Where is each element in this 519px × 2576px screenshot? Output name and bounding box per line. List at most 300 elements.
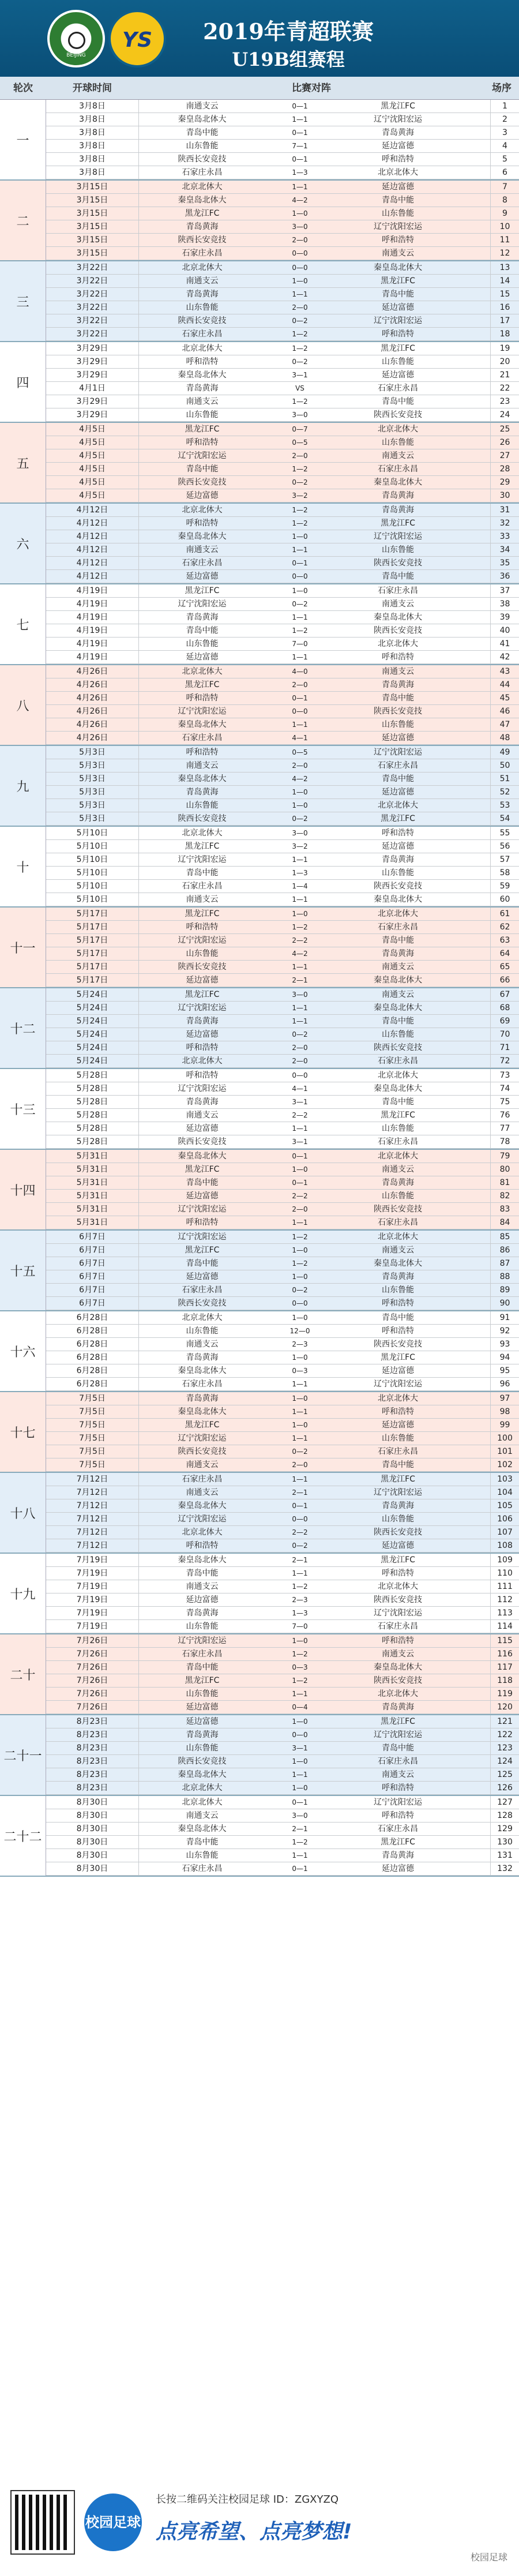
away-team: 北京北体大 xyxy=(378,801,418,810)
match-row xyxy=(46,759,519,773)
round-label: 十一 xyxy=(0,908,46,987)
home-team: 辽宁沈阳宏运 xyxy=(138,1432,265,1445)
match-score: 2—3 xyxy=(292,1596,308,1604)
page-title: 2019年青超联赛 xyxy=(203,18,374,44)
match-score: 1—0 xyxy=(292,910,308,918)
home-team: 辽宁沈阳宏运 xyxy=(138,1203,265,1216)
match-row xyxy=(46,181,519,194)
home-team: 石家庄永昌 xyxy=(138,1284,265,1297)
match-row xyxy=(46,369,519,382)
match-number: 65 xyxy=(490,961,519,974)
match-number: 129 xyxy=(490,1823,519,1836)
match-score: 4—2 xyxy=(292,950,308,958)
round-label: 二十 xyxy=(0,1634,46,1714)
match-row xyxy=(46,1284,519,1297)
away-team: 黑龙江FC xyxy=(381,519,415,528)
home-team: 山东鲁能 xyxy=(138,1688,265,1701)
round-label: 十七 xyxy=(0,1392,46,1472)
match-date: 5月10日 xyxy=(76,868,108,878)
match-number: 116 xyxy=(490,1648,519,1661)
match-number: 113 xyxy=(490,1607,519,1620)
match-date: 4月19日 xyxy=(76,613,108,622)
match-row xyxy=(46,638,519,651)
match-score: 2—2 xyxy=(292,1111,308,1119)
match-date: 8月23日 xyxy=(76,1717,108,1726)
away-team: 青岛中能 xyxy=(382,1097,414,1107)
away-team: 石家庄永昌 xyxy=(378,384,418,393)
match-score: 2—3 xyxy=(292,1340,308,1348)
match-number: 7 xyxy=(490,181,519,194)
match-row xyxy=(46,530,519,543)
home-team: 陕西长安竞技 xyxy=(138,314,265,328)
match-date: 5月17日 xyxy=(76,923,108,932)
col-kickoff: 开球时间 xyxy=(73,83,112,94)
match-number: 69 xyxy=(490,1015,519,1028)
match-date: 4月26日 xyxy=(76,733,108,743)
away-team: 陕西长安竞技 xyxy=(374,882,422,891)
match-number: 41 xyxy=(490,638,519,651)
round-label: 七 xyxy=(0,584,46,664)
round-block xyxy=(0,908,519,988)
home-team: 南通支云 xyxy=(138,893,265,906)
match-score: 1—0 xyxy=(292,1421,308,1429)
away-team: 陕西长安竞技 xyxy=(374,1528,422,1537)
match-row xyxy=(46,1270,519,1284)
home-team: 秦皇岛北体大 xyxy=(138,1554,265,1567)
away-team: 山东鲁能 xyxy=(382,1285,414,1295)
match-score: 0—0 xyxy=(292,264,308,272)
match-number: 80 xyxy=(490,1163,519,1176)
match-date: 7月12日 xyxy=(76,1514,108,1524)
match-row xyxy=(46,1809,519,1823)
match-row xyxy=(46,1742,519,1755)
match-date: 3月22日 xyxy=(76,316,108,325)
match-row xyxy=(46,1297,519,1310)
away-team: 北京北体大 xyxy=(378,1689,418,1698)
match-score: 1—0 xyxy=(292,1165,308,1173)
match-date: 4月5日 xyxy=(79,478,106,487)
home-team: 呼和浩特 xyxy=(138,517,265,530)
match-date: 5月3日 xyxy=(79,801,106,810)
home-team: 南通支云 xyxy=(138,1580,265,1593)
match-row xyxy=(46,1163,519,1176)
match-row xyxy=(46,1028,519,1041)
away-team: 呼和浩特 xyxy=(382,828,414,838)
match-row xyxy=(46,1150,519,1163)
match-score: VS xyxy=(295,384,304,392)
away-team: 石家庄永昌 xyxy=(378,1137,418,1146)
match-score: 1—0 xyxy=(292,587,308,595)
match-score: 2—0 xyxy=(292,762,308,770)
away-team: 呼和浩特 xyxy=(382,1783,414,1793)
home-team: 呼和浩特 xyxy=(138,1041,265,1055)
match-row xyxy=(46,1122,519,1135)
match-date: 5月24日 xyxy=(76,990,108,999)
home-team: 青岛黄海 xyxy=(138,382,265,395)
match-score: 1—0 xyxy=(292,1718,308,1726)
away-team: 山东鲁能 xyxy=(382,209,414,218)
home-team: 呼和浩特 xyxy=(138,1069,265,1082)
match-score: 3—1 xyxy=(292,1744,308,1752)
round-block xyxy=(0,1392,519,1473)
match-row xyxy=(46,947,519,961)
match-row xyxy=(46,166,519,179)
away-team: 青岛中能 xyxy=(382,397,414,406)
match-score: 1—0 xyxy=(292,801,308,809)
home-team: 青岛中能 xyxy=(138,463,265,476)
match-date: 3月22日 xyxy=(76,303,108,312)
home-team: 辽宁沈阳宏运 xyxy=(138,853,265,867)
round-label: 二十一 xyxy=(0,1715,46,1795)
away-team: 黑龙江FC xyxy=(381,1555,415,1565)
match-number: 93 xyxy=(490,1338,519,1351)
round-label: 三 xyxy=(0,261,46,341)
match-row xyxy=(46,584,519,598)
match-row xyxy=(46,799,519,812)
away-team: 青岛黄海 xyxy=(382,491,414,500)
home-team: 青岛黄海 xyxy=(138,786,265,799)
round-label: 一 xyxy=(0,100,46,179)
away-team: 辽宁沈阳宏运 xyxy=(374,1488,422,1497)
match-score: 0—1 xyxy=(292,1865,308,1873)
match-date: 5月31日 xyxy=(76,1218,108,1227)
home-team: 呼和浩特 xyxy=(138,692,265,705)
match-number: 49 xyxy=(490,746,519,759)
home-team: 石家庄永昌 xyxy=(138,328,265,341)
away-team: 黑龙江FC xyxy=(381,1353,415,1362)
home-team: 山东鲁能 xyxy=(138,799,265,812)
match-score: 1—1 xyxy=(292,1569,308,1577)
match-score: 1—2 xyxy=(292,330,308,338)
match-score: 1—2 xyxy=(292,1583,308,1591)
away-team: 青岛中能 xyxy=(382,1460,414,1469)
away-team: 青岛黄海 xyxy=(382,680,414,689)
match-date: 4月5日 xyxy=(79,438,106,447)
match-row xyxy=(46,1203,519,1216)
match-row xyxy=(46,1364,519,1378)
match-number: 100 xyxy=(490,1432,519,1445)
match-row xyxy=(46,1593,519,1607)
match-number: 120 xyxy=(490,1701,519,1714)
away-team: 秦皇岛北体大 xyxy=(374,976,422,985)
match-date: 7月5日 xyxy=(79,1394,106,1403)
match-number: 36 xyxy=(490,570,519,583)
home-team: 青岛黄海 xyxy=(138,1607,265,1620)
match-row xyxy=(46,840,519,853)
header-banner xyxy=(0,0,519,77)
match-number: 66 xyxy=(490,974,519,987)
home-team: 青岛中能 xyxy=(138,624,265,638)
home-team: 呼和浩特 xyxy=(138,921,265,934)
match-number: 75 xyxy=(490,1096,519,1109)
match-row xyxy=(46,1069,519,1082)
match-date: 3月8日 xyxy=(79,115,106,124)
match-number: 5 xyxy=(490,153,519,166)
match-number: 14 xyxy=(490,275,519,288)
away-team: 青岛黄海 xyxy=(382,949,414,958)
home-team: 呼和浩特 xyxy=(138,746,265,759)
home-team: 青岛黄海 xyxy=(138,288,265,301)
home-team: 延边富德 xyxy=(138,1593,265,1607)
match-score: 2—1 xyxy=(292,1556,308,1564)
match-row xyxy=(46,827,519,840)
match-number: 9 xyxy=(490,207,519,220)
match-score: 4—1 xyxy=(292,1085,308,1093)
home-team: 北京北体大 xyxy=(138,1055,265,1068)
match-number: 13 xyxy=(490,261,519,275)
match-number: 124 xyxy=(490,1755,519,1768)
match-row xyxy=(46,1041,519,1055)
match-date: 3月29日 xyxy=(76,410,108,419)
match-row xyxy=(46,1405,519,1419)
home-team: 北京北体大 xyxy=(138,1796,265,1809)
home-team: 黑龙江FC xyxy=(138,584,265,598)
away-team: 北京北体大 xyxy=(378,1232,418,1242)
match-row xyxy=(46,395,519,408)
match-row xyxy=(46,1082,519,1096)
match-date: 5月3日 xyxy=(79,761,106,770)
match-number: 73 xyxy=(490,1069,519,1082)
match-date: 4月19日 xyxy=(76,599,108,609)
home-team: 延边富德 xyxy=(138,1701,265,1714)
match-row xyxy=(46,1338,519,1351)
home-team: 南通支云 xyxy=(138,1809,265,1823)
home-team: 辽宁沈阳宏运 xyxy=(138,1231,265,1244)
match-score: 1—0 xyxy=(292,277,308,285)
away-team: 石家庄永昌 xyxy=(378,761,418,770)
match-score: 3—0 xyxy=(292,223,308,231)
home-team: 秦皇岛北体大 xyxy=(138,1405,265,1419)
match-score: 0—7 xyxy=(292,425,308,433)
home-team: 北京北体大 xyxy=(138,1782,265,1795)
match-date: 7月12日 xyxy=(76,1475,108,1484)
match-date: 5月28日 xyxy=(76,1097,108,1107)
match-score: 2—0 xyxy=(292,1044,308,1052)
match-number: 128 xyxy=(490,1809,519,1823)
logo-text: BEIJING xyxy=(66,53,86,58)
away-team: 石家庄永昌 xyxy=(378,1218,418,1227)
away-team: 青岛中能 xyxy=(382,196,414,205)
match-score: 2—1 xyxy=(292,1488,308,1497)
match-row xyxy=(46,342,519,355)
match-score: 0—1 xyxy=(292,1152,308,1160)
match-score: 1—3 xyxy=(292,168,308,177)
away-team: 秦皇岛北体大 xyxy=(374,1259,422,1268)
away-team: 青岛中能 xyxy=(382,693,414,703)
match-date: 3月8日 xyxy=(79,155,106,164)
match-row xyxy=(46,207,519,220)
match-number: 42 xyxy=(490,651,519,664)
match-date: 8月30日 xyxy=(76,1838,108,1847)
match-row xyxy=(46,665,519,678)
home-team: 黑龙江FC xyxy=(138,1419,265,1432)
match-score: 4—2 xyxy=(292,775,308,783)
match-score: 0—2 xyxy=(292,317,308,325)
round-block xyxy=(0,665,519,746)
match-score: 2—0 xyxy=(292,1205,308,1213)
round-label: 十五 xyxy=(0,1231,46,1310)
match-number: 95 xyxy=(490,1364,519,1378)
match-row xyxy=(46,974,519,987)
match-row xyxy=(46,113,519,126)
match-score: 0—2 xyxy=(292,600,308,608)
home-team: 南通支云 xyxy=(138,100,265,113)
away-team: 南通支云 xyxy=(382,1770,414,1779)
match-number: 72 xyxy=(490,1055,519,1068)
away-team: 陕西长安竞技 xyxy=(374,558,422,568)
home-team: 秦皇岛北体大 xyxy=(138,773,265,786)
match-row xyxy=(46,786,519,799)
match-number: 107 xyxy=(490,1526,519,1539)
round-block xyxy=(0,1796,519,1877)
match-row xyxy=(46,436,519,449)
round-block xyxy=(0,1634,519,1715)
match-score: 1—1 xyxy=(292,1017,308,1025)
home-team: 呼和浩特 xyxy=(138,1216,265,1229)
match-score: 2—0 xyxy=(292,1057,308,1065)
away-team: 黑龙江FC xyxy=(381,814,415,823)
home-team: 青岛中能 xyxy=(138,1836,265,1849)
match-date: 7月19日 xyxy=(76,1595,108,1604)
match-number: 68 xyxy=(490,1002,519,1015)
away-team: 辽宁沈阳宏运 xyxy=(374,1730,422,1739)
home-team: 秦皇岛北体大 xyxy=(138,369,265,382)
home-team: 黑龙江FC xyxy=(138,1244,265,1257)
round-block xyxy=(0,1069,519,1150)
match-score: 2—0 xyxy=(292,1461,308,1469)
round-label: 四 xyxy=(0,342,46,422)
match-date: 7月12日 xyxy=(76,1501,108,1510)
match-number: 132 xyxy=(490,1862,519,1876)
match-number: 125 xyxy=(490,1768,519,1782)
match-number: 11 xyxy=(490,234,519,247)
match-row xyxy=(46,988,519,1002)
home-team: 青岛黄海 xyxy=(138,611,265,624)
match-number: 106 xyxy=(490,1513,519,1526)
match-number: 31 xyxy=(490,504,519,517)
match-number: 57 xyxy=(490,853,519,867)
away-team: 石家庄永昌 xyxy=(378,1757,418,1766)
match-score: 0—5 xyxy=(292,748,308,756)
match-score: 0—2 xyxy=(292,1542,308,1550)
match-row xyxy=(46,1499,519,1513)
match-score: 2—0 xyxy=(292,303,308,312)
home-team: 北京北体大 xyxy=(138,342,265,355)
match-score: 0—1 xyxy=(292,1798,308,1806)
campus-football-logo xyxy=(84,2493,142,2551)
match-score: 1—1 xyxy=(292,1851,308,1859)
away-team: 呼和浩特 xyxy=(382,235,414,245)
match-number: 98 xyxy=(490,1405,519,1419)
match-date: 5月28日 xyxy=(76,1137,108,1146)
match-row xyxy=(46,961,519,974)
match-number: 119 xyxy=(490,1688,519,1701)
match-score: 1—2 xyxy=(292,1233,308,1241)
home-team: 南通支云 xyxy=(138,1486,265,1499)
match-row xyxy=(46,1419,519,1432)
match-row xyxy=(46,598,519,611)
away-team: 呼和浩特 xyxy=(382,653,414,662)
match-number: 34 xyxy=(490,543,519,557)
match-date: 5月31日 xyxy=(76,1205,108,1214)
home-team: 北京北体大 xyxy=(138,504,265,517)
home-team: 延边富德 xyxy=(138,651,265,664)
home-team: 辽宁沈阳宏运 xyxy=(138,1082,265,1096)
away-team: 延边富德 xyxy=(382,1420,414,1430)
match-row xyxy=(46,1567,519,1580)
match-score: 1—2 xyxy=(292,344,308,353)
match-number: 62 xyxy=(490,921,519,934)
match-score: 0—0 xyxy=(292,707,308,715)
away-team: 黑龙江FC xyxy=(381,1475,415,1484)
match-date: 3月8日 xyxy=(79,141,106,151)
match-row xyxy=(46,1135,519,1149)
match-date: 5月31日 xyxy=(76,1178,108,1187)
match-date: 7月5日 xyxy=(79,1420,106,1430)
away-team: 南通支云 xyxy=(382,1165,414,1174)
match-number: 90 xyxy=(490,1297,519,1310)
match-number: 56 xyxy=(490,840,519,853)
home-team: 山东鲁能 xyxy=(138,301,265,314)
match-row xyxy=(46,1311,519,1325)
home-team: 北京北体大 xyxy=(138,1311,265,1325)
match-score: 7—0 xyxy=(292,640,308,648)
round-label: 二 xyxy=(0,181,46,260)
match-date: 7月19日 xyxy=(76,1622,108,1631)
away-team: 石家庄永昌 xyxy=(378,923,418,932)
match-score: 3—1 xyxy=(292,371,308,379)
home-team: 石家庄永昌 xyxy=(138,166,265,179)
away-team: 石家庄永昌 xyxy=(378,1824,418,1833)
match-date: 5月28日 xyxy=(76,1111,108,1120)
match-date: 7月26日 xyxy=(76,1689,108,1698)
match-number: 10 xyxy=(490,220,519,234)
match-date: 5月24日 xyxy=(76,1003,108,1013)
match-date: 4月26日 xyxy=(76,707,108,716)
match-date: 5月17日 xyxy=(76,976,108,985)
match-row xyxy=(46,880,519,893)
match-score: 1—0 xyxy=(292,1394,308,1403)
match-number: 15 xyxy=(490,288,519,301)
match-score: 3—1 xyxy=(292,1138,308,1146)
away-team: 石家庄永昌 xyxy=(378,464,418,474)
match-date: 4月26日 xyxy=(76,693,108,703)
match-score: 1—2 xyxy=(292,398,308,406)
match-row xyxy=(46,746,519,759)
away-team: 石家庄永昌 xyxy=(378,586,418,595)
match-date: 3月29日 xyxy=(76,357,108,366)
away-team: 陕西长安竞技 xyxy=(374,410,422,419)
match-score: 1—1 xyxy=(292,1408,308,1416)
match-score: 1—1 xyxy=(292,115,308,123)
away-team: 呼和浩特 xyxy=(382,1407,414,1416)
match-date: 5月24日 xyxy=(76,1043,108,1052)
match-date: 5月10日 xyxy=(76,855,108,864)
round-block xyxy=(0,181,519,261)
match-row xyxy=(46,517,519,530)
home-team: 辽宁沈阳宏运 xyxy=(138,1513,265,1526)
match-score: 0—1 xyxy=(292,129,308,137)
match-date: 4月19日 xyxy=(76,586,108,595)
home-team: 山东鲁能 xyxy=(138,638,265,651)
away-team: 延边富德 xyxy=(382,842,414,851)
away-team: 辽宁沈阳宏运 xyxy=(374,1379,422,1389)
match-row xyxy=(46,1351,519,1364)
match-date: 7月5日 xyxy=(79,1434,106,1443)
match-row xyxy=(46,261,519,275)
footer-slogan: 点亮希望、点亮梦想! xyxy=(156,2520,352,2544)
match-score: 0—1 xyxy=(292,559,308,567)
